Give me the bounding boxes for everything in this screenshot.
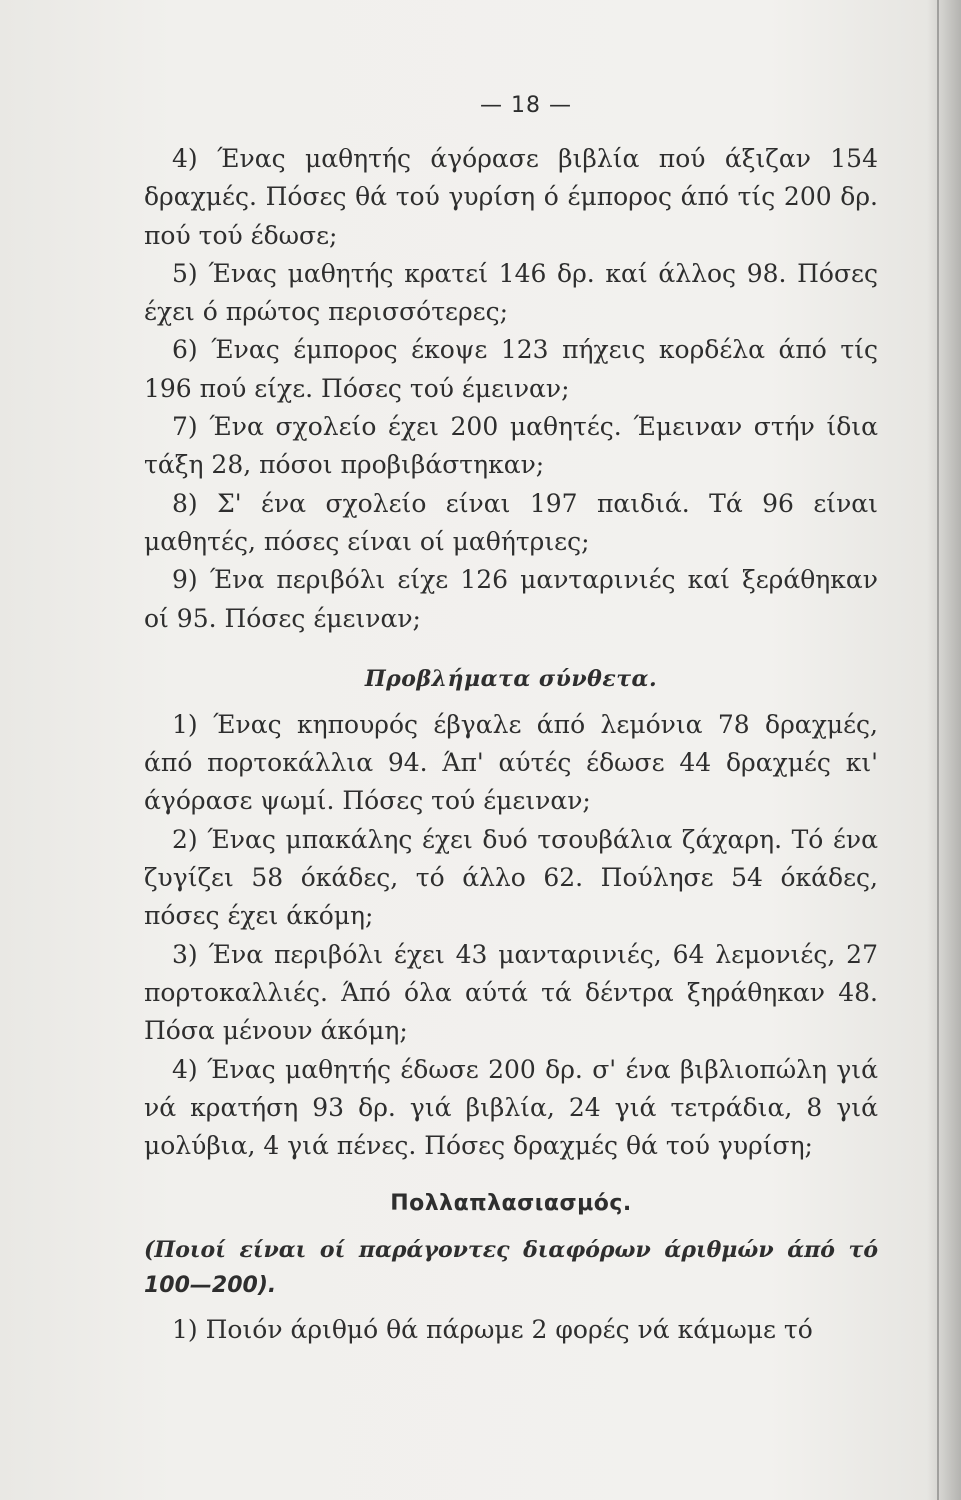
multiplication-note [144, 1233, 878, 1303]
page-edge-shadow [927, 0, 961, 1500]
page-content [144, 86, 878, 1350]
section-title-multiplication: Πολλαπλασιασμός. [390, 1191, 632, 1217]
problem-6: 6) Ένας έμπορος έκοψε 123 πήχεις κορδέλα άπό τίς 196 πού είχε. Πόσες τού έμειναν; [144, 335, 878, 403]
multiplication-problem-1: 1) Ποιόν άριθμό θά πάρωμε 2 φορές νά κάμωμε τό [172, 1315, 813, 1345]
problem-4: 4) Ένας μαθητής άγόρασε βιβλία πού άξιζαν 154 δραχμές. Πόσες θά τού γυρίση ό έμπορος άπό τίς 200 δρ. πού τού έδωσε; [144, 144, 878, 250]
note-lead: (Ποιοί είναι οί παράγοντες διαφόρων άριθμών άπό τό [144, 1237, 878, 1264]
problem-9: 9) Ένα περιβόλι είχε 126 μανταρινιές καί ξεράθηκαν οί 95. Πόσες έμειναν; [144, 565, 878, 633]
section-title-compound: Προβλήματα σύνθετα. [364, 665, 658, 692]
page-number: — 18 — [480, 93, 572, 118]
page-edge-line [937, 0, 939, 1500]
note-range: 100—200). [144, 1273, 277, 1299]
problem-5: 5) Ένας μαθητής κρατεί 146 δρ. καί άλλος 98. Πόσες έχει ό πρώτος περισσότερες; [144, 258, 878, 327]
compound-problem-1: 1) Ένας κηπουρός έβγαλε άπό λεμόνια 78 δραχμές, άπό πορτοκάλλια 94. Άπ' αύτές έδωσε 44 δραχμές κι' άγόρασε ψωμί. Πόσες τού έμειναν; [144, 709, 878, 816]
problem-8: 8) Σ' ένα σχολείο είναι 197 παιδιά. Τά 96 είναι μαθητές, πόσες είναι οί μαθήτριες; [144, 488, 878, 556]
compound-problem-3: 3) Ένα περιβόλι έχει 43 μανταρινιές, 64 λεμονιές, 27 πορτοκαλλιές. Άπό όλα αύτά τά δέντρα ξηράθηκαν 48. Πόσα μένουν άκόμη; [144, 939, 878, 1046]
compound-problem-2: 2) Ένας μπακάλης έχει δυό τσουβάλια ζάχαρη. Τό ένα ζυγίζει 58 όκάδες, τό άλλο 62. Πούλησε 54 όκάδες, πόσες έχει άκόμη; [144, 824, 878, 931]
compound-problem-4: 4) Ένας μαθητής έδωσε 200 δρ. σ' ένα βιβλιοπώλη γιά νά κρατήση 93 δρ. γιά βιβλία, 24 γιά τετράδια, 8 γιά μολύβια, 4 γιά πένες. Πόσες δραχμές θά τού γυρίση; [144, 1054, 878, 1161]
problem-7: 7) Ένα σχολείο έχει 200 μαθητές. Έμειναν στήν ίδια τάξη 28, πόσοι προβιβάστηκαν; [144, 412, 878, 480]
